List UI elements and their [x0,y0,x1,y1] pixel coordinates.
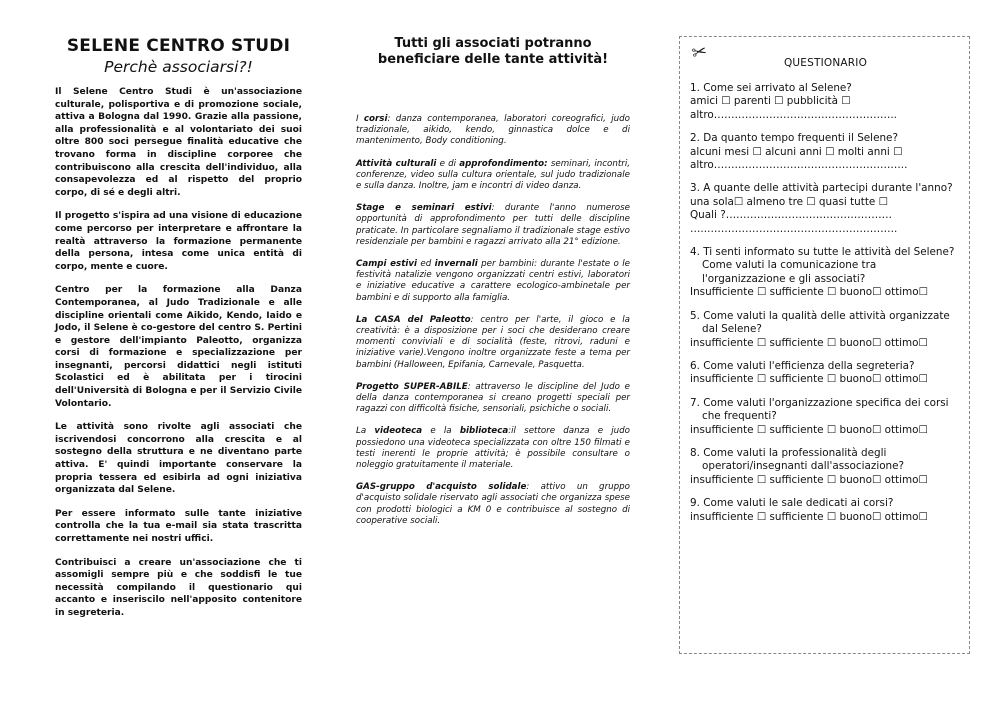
question-text: 1. Come sei arrivato al Selene? [690,82,852,94]
page-title: SELENE CENTRO STUDI [66,36,291,56]
question-text: 6. Come valuti l'efficienza della segreteria? [690,359,915,372]
answer-options[interactable]: amici ☐ parenti ☐ pubblicità ☐ [690,95,851,108]
questions-list [690,82,961,524]
activity-item [356,426,630,471]
activity-text: : danza contemporanea, laboratori coreografici, judo tradizionale, aikido, kendo, ginnastica dolce e di mantenimento, Body conditioning. [356,114,630,147]
middle-column [356,36,630,538]
members-paragraph: Le attività sono rivolte agli associati che iscrivendosi concorrono alla crescita e al sostegno della struttura e ne diventano parte attiva. E' quindi importante conservare la propria tessera ed esibirla ad ogni iniziativa organizzata dal Selene. [55,422,302,496]
question-5 [690,310,961,350]
question-8 [690,447,961,487]
question-text: 5. Come valuti la qualità delle attività organizzate dal Selene? [690,309,950,336]
activity-bold2: biblioteca [459,426,509,437]
activity-pre: La [356,426,375,437]
question-4 [690,246,961,300]
answer-options[interactable]: insufficiente ☐ sufficiente ☐ buono☐ ottimo☐ [690,510,928,523]
activity-bold: GAS-gruppo d'acquisto solidale [356,482,527,493]
question-text: 4. Ti senti informato su tutte le attività del Selene? Come valuti la comunicazione tra l'organizzazione e gli associati? [690,246,955,285]
activity-text: : attraverso le discipline del Judo e della danza contemporanea si creano progetti speciali per ragazzi con difficoltà fisiche, sensoriali, psichiche o sociali. [356,381,630,415]
activity-bold: Progetto SUPER-ABILE [356,381,468,392]
question-7 [690,397,961,437]
activity-text: seminari, incontri, conferenze, video sulla cultura orientale, sul judo tradizionale e sulla danza. Inoltre, jam e incontri di video danza. [356,158,630,192]
contribute-paragraph: Contribuisci a creare un'associazione che ti assomigli sempre più e che soddisfi le tue necessità compilando il questionario qui accanto e inseriscilo nell'apposito contenitore in segreteria. [55,557,302,618]
activity-text: : centro per l'arte, il gioco e la creatività: è a disposizione per i soci che desiderano creare momenti conviviali e di socialità (feste, ritrovi, raduni e iniziative varie).Vengono inoltre organizzate feste a tema per bambini (Halloween, Epifania, Carnevale, Pasquetta. [356,314,630,370]
question-6 [690,360,961,387]
center-paragraph: Centro per la formazione alla Danza Contemporanea, al Judo Tradizionale e alle discipline orientali come Aikido, Kendo, Iaido e Jodo, il Selene è co-gestore del centro S. Pertini e gestore dell'impianto Paleotto, organizza corsi di formazione e specializzazione per insegnanti, percorsi didattici negli istituti Scolastici ed è abilitata per i tirocini dell'Università di Bologna e per il Servizio Civile Volontario. [55,285,302,409]
activity-mid: ed [417,259,435,270]
activity-text: : attivo un gruppo d'acquisto solidale riservato agli associati che organizza spese con prodotti biologici a KM 0 e contribuisce al sostegno di cooperative sociali. [356,482,630,526]
activity-bold: Stage e seminari estivi [356,203,492,214]
answer-options[interactable]: una sola☐ almeno tre ☐ quasi tutte ☐ [690,195,888,208]
answer-options[interactable]: insufficiente ☐ sufficiente ☐ buono☐ ottimo☐ [690,423,928,436]
answer-options[interactable]: Insufficiente ☐ sufficiente ☐ buono☐ ottimo☐ [690,286,928,299]
activity-text: per bambini: durante l'estate o le festività natalizie vengono organizzati centri estivi, laboratori e iniziative educative a carattere ecologico-ambinetale per bambini e di supporto alla famiglia. [356,259,630,303]
questionnaire-header [689,40,961,82]
answer-options[interactable]: insufficiente ☐ sufficiente ☐ buono☐ ottimo☐ [690,473,928,486]
activity-text: : durante l'anno numerose opportunità di approfondimento per tutti delle discipline praticate. In particolare segnaliamo il tradizionale stage estivo residenziale per bambini e ragazzi arrivato alla 21° edizione. [356,203,630,247]
left-column [55,36,302,631]
questionnaire-title: QUESTIONARIO [783,57,868,69]
question-text: 2. Da quanto tempo frequenti il Selene? [690,132,898,145]
question-text: 8. Come valuti la professionalità degli operatori/insegnanti dall'associazione? [690,446,905,473]
question-2 [690,132,961,172]
activity-mid: e la [422,426,460,437]
question-1 [690,82,961,122]
activity-item [356,259,630,304]
activity-item [356,315,630,371]
question-text: 7. Come valuti l'organizzazione specifica dei corsi che frequenti? [690,396,949,423]
activity-bold2: approfondimento: [459,158,548,169]
answer-options[interactable]: …..………………………………………………. [690,222,898,235]
answer-options[interactable]: insufficiente ☐ sufficiente ☐ buono☐ ottimo☐ [690,336,928,349]
intro-paragraph: Il Selene Centro Studi è un'associazione culturale, polisportiva e di promozione sociale, attiva a Bologna dal 1990. Grazie alla passione, alla professionalità e al volontariato dei suoi oltre 800 soci persegue finalità educative che trovano forma in discipline corporee che contribuiscono alla crescita dell'individuo, alla consapevolezza ed al rispetto del proprio corpo, di sé e degli altri. [55,87,302,198]
activity-pre: I [356,114,364,124]
question-3 [690,182,961,236]
question-text: 3. A quante delle attività partecipi durante l'anno? [690,182,953,195]
activity-item [356,382,630,416]
project-paragraph: Il progetto s'ispira ad una visione di educazione come percorso per interpretare e affrontare la realtà attraverso la formazione permanente della persona, intesa come unica entità di corpo, mente e cuore. [55,211,302,272]
activity-bold: Campi estivi [356,259,417,270]
activities-list [356,114,630,527]
answer-options[interactable]: altro……………………………………………….. [690,159,908,172]
question-9 [690,497,961,524]
activity-text: :il settore danza e judo possiedono una videoteca specializzata con oltre 150 filmati e testi inerenti le proprie attività; è possibile consultare o noleggio gratuitamente il materiale. [356,426,630,471]
activity-item [356,482,630,527]
activities-title: Tutti gli associati potranno beneficiare delle tante attività! [377,36,609,67]
activity-bold: La CASA del Paleotto [356,314,471,325]
activity-item [356,114,630,148]
activity-item [356,159,630,193]
answer-options[interactable]: altro…………………………………………….. [690,108,897,121]
activity-bold: corsi [363,114,388,124]
page-subtitle: Perchè associarsi?! [104,58,253,76]
activity-mid: e di [436,158,460,169]
activity-bold: videoteca [374,426,423,437]
question-text: 9. Come valuti le sale dedicati ai corsi? [690,497,894,510]
activity-bold: Attività culturali [356,158,437,169]
email-paragraph: Per essere informato sulle tante iniziative controlla che la tua e-mail sia stata trascritta correttamente nei nostri uffici. [55,508,302,544]
answer-options[interactable]: Quali ?………………………………………… [690,209,892,222]
answer-options[interactable]: insufficiente ☐ sufficiente ☐ buono☐ ottimo☐ [690,373,928,386]
answer-options[interactable]: alcuni mesi ☐ alcuni anni ☐ molti anni ☐ [690,145,903,158]
activity-item [356,203,630,248]
questionnaire-box [679,36,970,654]
scissors-icon: ✂ [689,40,710,65]
activity-bold2: invernali [434,259,478,270]
